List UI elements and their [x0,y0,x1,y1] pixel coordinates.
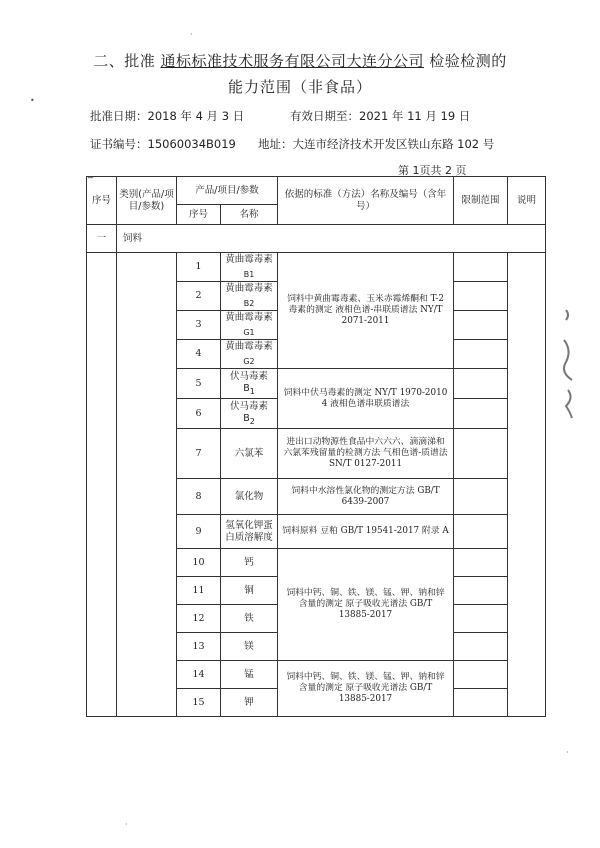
limit-cell [454,633,508,661]
approval-date [90,108,244,124]
header-product-group: 产品/项目/参数 [177,177,278,205]
certificate-number [90,136,236,152]
page-indicator: 第 1页共 2 页 [398,164,467,177]
organization-name: 通标标准技术服务有限公司大连分公司 [160,52,424,70]
document-subtitle: 能力范围（非食品） [227,78,372,96]
limit-cell [454,605,508,633]
row-name-sub: G1 [243,327,255,337]
row-name [221,369,278,399]
row-no: 10 [177,549,221,577]
standard-cell: 饲料中钙、铜、铁、镁、锰、钾、钠和锌含量的测定 原子吸收光谱法 GB/T 13885-2017 [278,661,454,717]
row-no: 12 [177,605,221,633]
row-name: 六氯苯 [221,429,278,479]
row-no: 5 [177,369,221,399]
standard-cell: 饲料中钙、铜、铁、镁、锰、钾、钠和锌含量的测定 原子吸收光谱法 GB/T 13885-2017 [278,549,454,661]
row-name [221,340,278,369]
row-no: 11 [177,577,221,605]
limit-cell [454,253,508,282]
limit-cell [454,577,508,605]
limit-cell [454,549,508,577]
scan-mark-dot: · [125,820,128,829]
document-title [0,50,600,71]
row-no: 14 [177,661,221,689]
valid-until-value: 2021 年 11 月 19 日 [359,109,471,123]
header-category: 类别(产品/项目/参数) [117,177,177,225]
approval-date-label: 批准日期： [90,109,148,123]
row-name: 氢氧化钾蛋白质溶解度 [221,515,278,549]
limit-cell [454,429,508,479]
row-name-text: 伏马毒素 B [229,370,268,394]
row-no: 13 [177,633,221,661]
limit-cell [454,311,508,340]
scope-table [86,176,546,717]
row-name: 铜 [221,577,278,605]
header-standard: 依据的标准（方法）名称及编号（含年号） [278,177,454,225]
row-name: 钾 [221,689,278,717]
row-name [221,282,278,311]
row-name: 镁 [221,633,278,661]
header-note: 说明 [508,177,546,225]
cert-no-value: 15060034B019 [147,137,236,151]
row-name-text: 黄曲霉毒素 [225,341,273,353]
row-name [221,399,278,429]
limit-cell [454,282,508,311]
header-limit: 限制范围 [454,177,508,225]
limit-cell [454,479,508,515]
limit-cell [454,661,508,689]
row-name-text: 伏马毒素 B [229,400,268,424]
binding-mark [556,300,580,430]
row-name: 氯化物 [221,479,278,515]
row-name: 铁 [221,605,278,633]
cert-no-label: 证书编号： [90,137,148,151]
row-no: 7 [177,429,221,479]
row-name [221,253,278,282]
note-cell [508,253,546,717]
empty-category-cell [117,253,177,717]
category-row [87,225,546,253]
row-name-text: 黄曲霉毒素 [225,312,273,324]
standard-cell: 饲料中水溶性氯化物的测定方法 GB/T 6439-2007 [278,479,454,515]
header-row [87,177,546,205]
row-no: 2 [177,282,221,311]
header-seq: 序号 [87,177,117,225]
title-suffix: 检验检测的 [429,52,507,70]
approval-date-value: 2018 年 4 月 3 日 [147,109,245,123]
row-name-sub: B2 [243,298,255,308]
row-name: 锰 [221,661,278,689]
row-no: 9 [177,515,221,549]
address-label: 地址： [258,137,293,151]
scan-mark-dot: • [30,96,35,105]
standard-cell: 进出口动物源性食品中六六六、滴滴涕和六氯苯残留量的检测方法 气相色谱-质谱法 SN/T 0127-2011 [278,429,454,479]
row-no: 6 [177,399,221,429]
address-value: 大连市经济技术开发区铁山东路 102 号 [292,137,495,151]
row-no: 4 [177,340,221,369]
valid-until [290,108,470,124]
row-name-text: 黄曲霉毒素 [225,254,273,266]
category-seq: 一 [87,225,117,253]
row-name: 钙 [221,549,278,577]
scan-mark-dot: · [566,748,569,757]
row-no: 1 [177,253,221,282]
row-no: 8 [177,479,221,515]
row-name-text: 黄曲霉毒素 [225,283,273,295]
limit-cell [454,399,508,429]
limit-cell [454,515,508,549]
row-name-sub: B1 [243,269,255,279]
limit-cell [454,369,508,399]
row-no: 3 [177,311,221,340]
dash-mark: _ [88,168,93,179]
limit-cell [454,689,508,717]
row-name-sub: 1 [249,386,255,396]
limit-cell [454,340,508,369]
standard-cell: 饲料原料 豆粕 GB/T 19541-2017 附录 A [278,515,454,549]
header-sub-name: 名称 [221,205,278,225]
row-name-sub: 2 [249,416,255,426]
header-sub-seq: 序号 [177,205,221,225]
valid-until-label: 有效日期至： [290,109,359,123]
empty-seq-cell [87,253,117,717]
title-prefix: 二、批准 [93,52,156,70]
category-name: 饲料 [117,225,546,253]
standard-cell: 饲料中伏马毒素的测定 NY/T 1970-2010 4 液相色谱串联质谱法 [278,369,454,429]
binding-mark-stroke [556,300,580,430]
row-name [221,311,278,340]
standard-cell: 饲料中黄曲霉毒素、玉米赤霉烯酮和 T-2 毒素的测定 液相色谱-串联质谱法 NY/T 2071-2011 [278,253,454,369]
scan-mark-dot: · [190,30,193,39]
row-no: 15 [177,689,221,717]
row-name-sub: G2 [243,356,255,366]
address [258,136,494,152]
table-row [87,253,546,282]
